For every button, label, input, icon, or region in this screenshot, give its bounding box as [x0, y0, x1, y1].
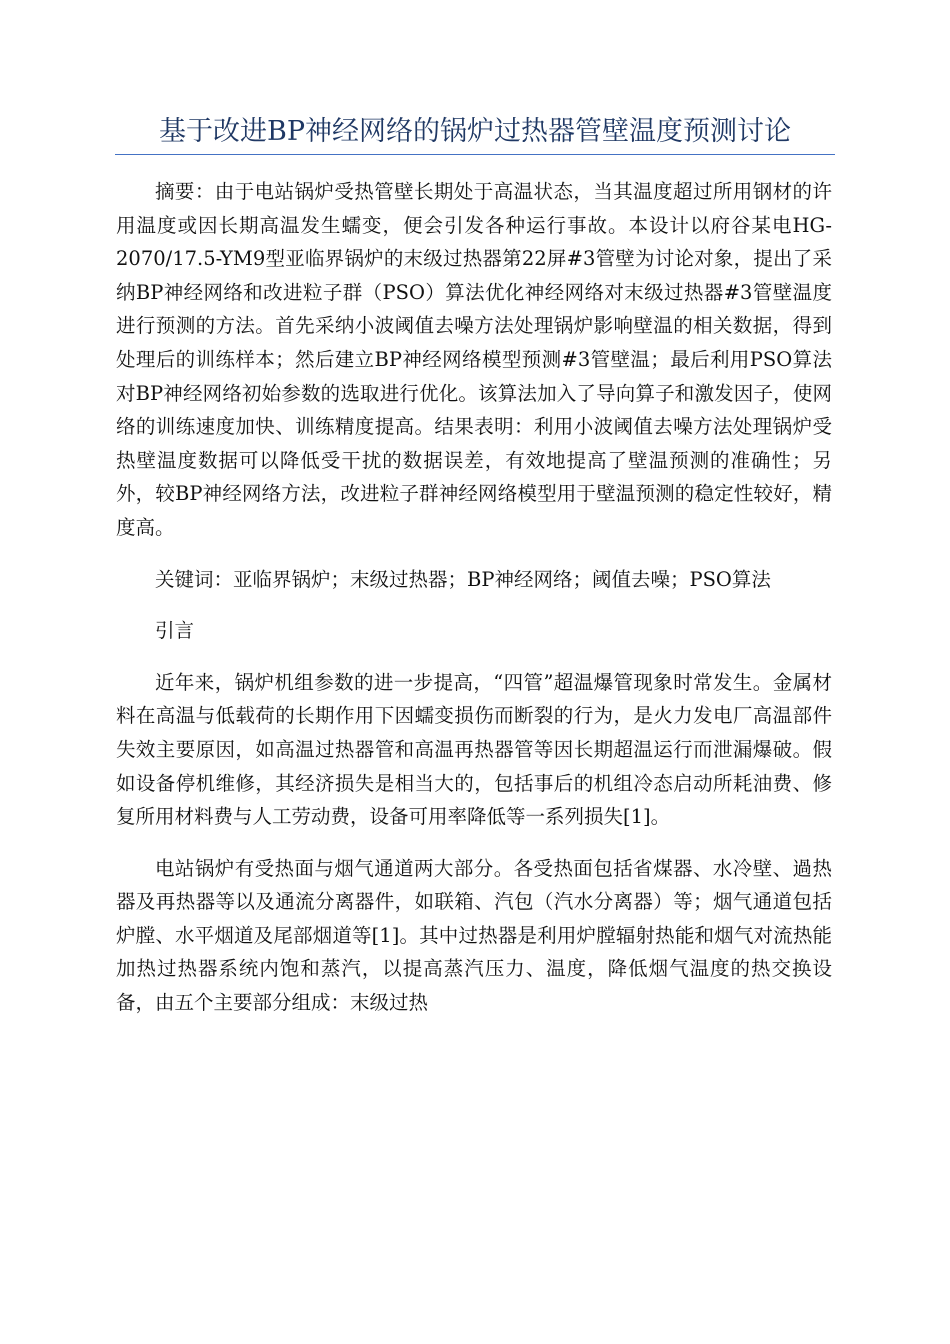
document-title: 基于改进BP神经网络的锅炉过热器管壁温度预测讨论	[158, 116, 791, 147]
title-block	[115, 112, 835, 152]
document-body	[116, 175, 832, 1038]
title-underline	[115, 154, 835, 155]
keywords-paragraph: 关键词：亚临界锅炉；末级过热器；BP神经网络；阈值去噪；PSO算法	[155, 567, 771, 591]
abstract-paragraph: 摘要：由于电站锅炉受热管壁长期处于高温状态，当其温度超过所用钢材的许用温度或因长期高温发生蠕变，便会引发各种运行事故。本设计以府谷某电HG-2070/17.5-YM9型亚临界锅炉的末级过热器第22屏#3管壁为讨论对象，提出了采纳BP神经网络和改进粒子群（PSO）算法优化神经网络对末级过热器#3管壁温度进行预测的方法。首先采纳小波阈值去噪方法处理锅炉影响壁温的相关数据，得到处理后的训练样本；然后建立BP神经网络模型预测#3管壁温；最后利用PSO算法对BP神经网络初始参数的选取进行优化。该算法加入了导向算子和激发因子，使网络的训练速度加快、训练精度提高。结果表明：利用小波阈值去噪方法处理锅炉受热壁温度数据可以降低受干扰的数据误差，有效地提高了壁温预测的准确性；另外，较BP神经网络方法，改进粒子群神经网络模型用于壁温预测的稳定性较好，精度高。	[116, 180, 832, 539]
body-paragraph-2: 电站锅炉有受热面与烟气通道两大部分。各受热面包括省煤器、水冷壁、過热器及再热器等以及通流分离器件，如联箱、汽包（汽水分离器）等；烟气通道包括炉膛、水平烟道及尾部烟道等[1]。其中过热器是利用炉膛辐射热能和烟气对流热能加热过热器系统内饱和蒸汽，以提高蒸汽压力、温度，降低烟气温度的热交换设备，由五个主要部分组成：末级过热	[116, 856, 832, 1015]
intro-heading: 引言	[155, 619, 195, 643]
body-paragraph-1: 近年来，锅炉机组参数的进一步提高，“四管”超温爆管现象时常发生。金属材料在高温与低载荷的长期作用下因蠕变损伤而断裂的行为，是火力发电厂高温部件失效主要原因，如高温过热器管和高温再热器管等因长期超温运行而泄漏爆破。假如设备停机维修，其经济损失是相当大的，包括事后的机组冷态启动所耗油费、修复所用材料费与人工劳动费，设备可用率降低等一系列损失[1]。	[116, 670, 832, 829]
